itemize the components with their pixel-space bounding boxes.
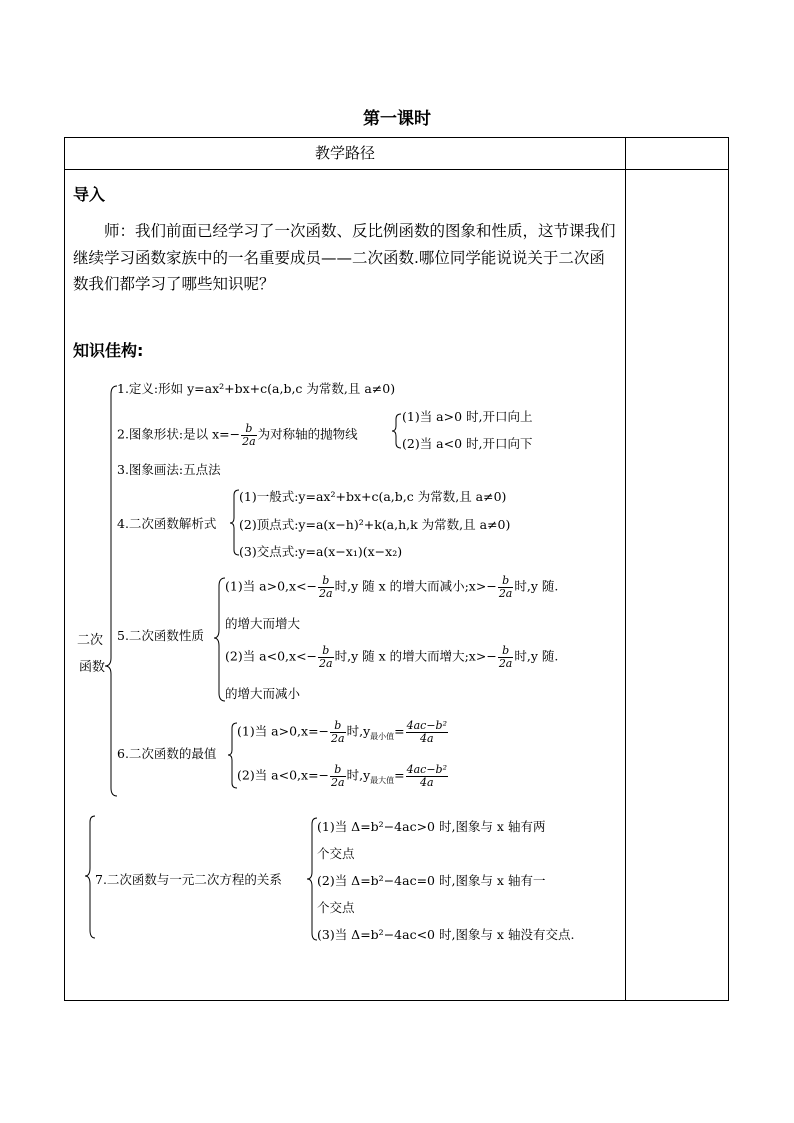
page-title: 第一课时	[363, 109, 431, 129]
root-brace	[105, 386, 117, 796]
item-expression-intercept: (3)交点式:y=a(x−x₁)(x−x₂)	[239, 544, 403, 559]
root-label-1: 二次	[77, 633, 104, 648]
item-extreme-min: (1)当 a>0,x=− $\frac{b}{2a}$ 时$,y_{最小值}=$ $\frac{\text{4ac−b²}}{4a}$	[237, 719, 448, 745]
item-equation-two-1: (1)当 Δ=b²−4ac>0 时,图象与 x 轴有两	[317, 819, 546, 834]
root-label-2: 函数	[79, 660, 106, 675]
item-expression-vertex: (2)顶点式:y=a(x−h)²+k(a,h,k 为常数,且 a≠0)	[239, 517, 511, 532]
item-equation-relation: 7.二次函数与一元二次方程的关系	[95, 872, 282, 887]
item-shape-up: (1)当 a>0 时,开口向上	[402, 409, 533, 424]
item-properties-b2: 的增大而减小	[225, 686, 301, 701]
item-properties-a1: (1)当 a>0,x<− $\frac{b}{2a}$ 时,y 随 x 的增大而减小;x>− $\frac{b}{2a}$ 时,y 随.	[225, 574, 559, 600]
item7-outer-brace	[85, 816, 95, 938]
item-properties: 5.二次函数性质	[117, 628, 204, 643]
item5-brace	[214, 578, 225, 701]
knowledge-heading: 知识佳构:	[73, 341, 144, 360]
item-shape-down: (2)当 a<0 时,开口向下	[402, 436, 533, 451]
column-divider	[625, 138, 626, 1000]
item7-brace	[307, 818, 317, 940]
item-properties-b1: (2)当 a<0,x<− $\frac{b}{2a}$ 时,y 随 x 的增大而增大;x>− $\frac{b}{2a}$ 时,y 随.	[225, 644, 559, 670]
item-definition: 1.定义:形如 y=ax²+bx+c(a,b,c 为常数,且 a≠0)	[117, 381, 396, 396]
intro-heading: 导入	[73, 185, 106, 204]
item4-brace	[230, 490, 239, 555]
intro-paragraph: 师：我们前面已经学习了一次函数、反比例函数的图象和性质，这节课我们继续学习函数家族中的一名重要成员——二次函数.哪位同学能说说关于二次函数我们都学习了哪些知识呢？	[73, 222, 616, 293]
item-equation-two-2: 个交点	[317, 846, 355, 861]
item-equation-one-2: 个交点	[317, 900, 355, 915]
item-extreme-max: (2)当 a<0,x=− $\frac{b}{2a}$ 时$,y_{最大值}=$ $\frac{\text{4ac−b²}}{4a}$	[237, 763, 448, 789]
item-expression-general: (1)一般式:y=ax²+bx+c(a,b,c 为常数,且 a≠0)	[239, 489, 507, 504]
item-drawing: 3.图象画法:五点法	[117, 462, 221, 477]
item-extreme: 6.二次函数的最值	[117, 746, 217, 761]
item-properties-a2: 的增大而增大	[225, 616, 301, 631]
item-equation-one-1: (2)当 Δ=b²−4ac=0 时,图象与 x 轴有一	[317, 873, 546, 888]
item-expression: 4.二次函数解析式	[117, 516, 217, 531]
item2-brace	[392, 414, 401, 448]
lesson-table	[64, 137, 729, 1001]
table-header: 教学路径	[314, 144, 375, 162]
item-equation-none: (3)当 Δ=b²−4ac<0 时,图象与 x 轴没有交点.	[317, 927, 575, 942]
item-shape: 2.图象形状:是以 x=− $\frac{b}{2a}$ 为对称轴的抛物线	[117, 422, 358, 448]
item6-brace	[228, 723, 237, 788]
